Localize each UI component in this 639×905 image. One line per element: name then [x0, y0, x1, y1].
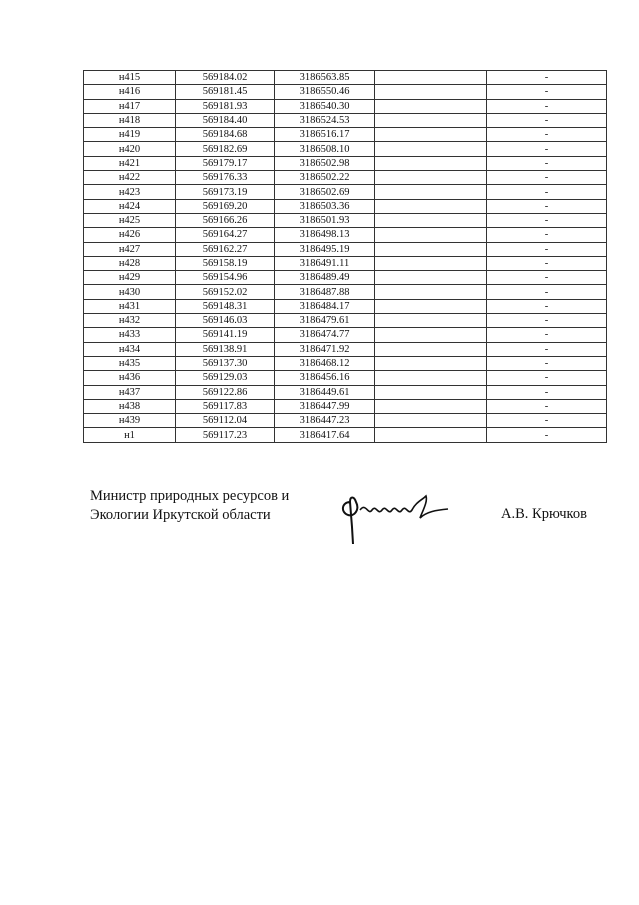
cell-point-number: н416: [84, 85, 176, 99]
cell-y-coordinate: 3186503.36: [275, 199, 375, 213]
cell-point-number: н427: [84, 242, 176, 256]
cell-point-number: н415: [84, 71, 176, 85]
cell-x-coordinate: 569166.26: [176, 213, 275, 227]
cell-empty: [375, 399, 487, 413]
cell-point-number: н420: [84, 142, 176, 156]
cell-empty: [375, 314, 487, 328]
cell-empty: [375, 199, 487, 213]
cell-point-number: н421: [84, 156, 176, 170]
cell-y-coordinate: 3186468.12: [275, 356, 375, 370]
cell-y-coordinate: 3186491.11: [275, 256, 375, 270]
cell-dash: -: [487, 242, 607, 256]
cell-point-number: н434: [84, 342, 176, 356]
cell-dash: -: [487, 113, 607, 127]
table-row: [84, 271, 607, 285]
cell-dash: -: [487, 428, 607, 442]
table-row: [84, 171, 607, 185]
table-row: [84, 128, 607, 142]
cell-dash: -: [487, 156, 607, 170]
cell-empty: [375, 328, 487, 342]
cell-dash: -: [487, 128, 607, 142]
cell-x-coordinate: 569162.27: [176, 242, 275, 256]
cell-x-coordinate: 569173.19: [176, 185, 275, 199]
cell-x-coordinate: 569146.03: [176, 314, 275, 328]
cell-empty: [375, 113, 487, 127]
table-row: [84, 185, 607, 199]
cell-dash: -: [487, 385, 607, 399]
handwritten-signature: [336, 482, 456, 552]
cell-dash: -: [487, 271, 607, 285]
cell-empty: [375, 299, 487, 313]
cell-y-coordinate: 3186501.93: [275, 213, 375, 227]
table-row: [84, 113, 607, 127]
cell-empty: [375, 256, 487, 270]
table-row: [84, 213, 607, 227]
cell-x-coordinate: 569152.02: [176, 285, 275, 299]
cell-y-coordinate: 3186502.98: [275, 156, 375, 170]
cell-x-coordinate: 569179.17: [176, 156, 275, 170]
cell-point-number: н438: [84, 399, 176, 413]
cell-dash: -: [487, 99, 607, 113]
cell-dash: -: [487, 414, 607, 428]
table-row: [84, 414, 607, 428]
table-row: [84, 285, 607, 299]
cell-dash: -: [487, 356, 607, 370]
cell-point-number: н419: [84, 128, 176, 142]
cell-y-coordinate: 3186495.19: [275, 242, 375, 256]
cell-empty: [375, 156, 487, 170]
cell-empty: [375, 342, 487, 356]
cell-empty: [375, 271, 487, 285]
cell-empty: [375, 414, 487, 428]
cell-empty: [375, 385, 487, 399]
cell-x-coordinate: 569154.96: [176, 271, 275, 285]
cell-y-coordinate: 3186502.22: [275, 171, 375, 185]
table-row: [84, 314, 607, 328]
cell-point-number: н431: [84, 299, 176, 313]
cell-y-coordinate: 3186449.61: [275, 385, 375, 399]
cell-x-coordinate: 569138.91: [176, 342, 275, 356]
cell-y-coordinate: 3186540.30: [275, 99, 375, 113]
table-row: [84, 342, 607, 356]
cell-dash: -: [487, 342, 607, 356]
signatory-name: А.В. Крючков: [501, 506, 587, 522]
cell-dash: -: [487, 285, 607, 299]
cell-x-coordinate: 569148.31: [176, 299, 275, 313]
cell-empty: [375, 285, 487, 299]
cell-y-coordinate: 3186524.53: [275, 113, 375, 127]
cell-point-number: н428: [84, 256, 176, 270]
cell-x-coordinate: 569181.45: [176, 85, 275, 99]
table-row: [84, 156, 607, 170]
cell-x-coordinate: 569112.04: [176, 414, 275, 428]
cell-point-number: н423: [84, 185, 176, 199]
cell-empty: [375, 71, 487, 85]
cell-x-coordinate: 569169.20: [176, 199, 275, 213]
cell-point-number: н439: [84, 414, 176, 428]
cell-dash: -: [487, 199, 607, 213]
cell-point-number: н432: [84, 314, 176, 328]
cell-empty: [375, 185, 487, 199]
signatory-title: [90, 487, 289, 525]
table-row: [84, 385, 607, 399]
cell-x-coordinate: 569158.19: [176, 256, 275, 270]
table-row: [84, 71, 607, 85]
cell-empty: [375, 128, 487, 142]
cell-y-coordinate: 3186456.16: [275, 371, 375, 385]
cell-x-coordinate: 569184.40: [176, 113, 275, 127]
table-row: [84, 256, 607, 270]
table-row: [84, 199, 607, 213]
cell-x-coordinate: 569117.83: [176, 399, 275, 413]
table-row: [84, 228, 607, 242]
cell-dash: -: [487, 142, 607, 156]
cell-empty: [375, 428, 487, 442]
cell-y-coordinate: 3186516.17: [275, 128, 375, 142]
cell-empty: [375, 99, 487, 113]
cell-dash: -: [487, 256, 607, 270]
cell-point-number: н430: [84, 285, 176, 299]
cell-y-coordinate: 3186489.49: [275, 271, 375, 285]
cell-x-coordinate: 569184.02: [176, 71, 275, 85]
cell-y-coordinate: 3186474.77: [275, 328, 375, 342]
cell-dash: -: [487, 185, 607, 199]
cell-point-number: н424: [84, 199, 176, 213]
table-row: [84, 142, 607, 156]
cell-y-coordinate: 3186550.46: [275, 85, 375, 99]
cell-point-number: н436: [84, 371, 176, 385]
cell-y-coordinate: 3186502.69: [275, 185, 375, 199]
cell-y-coordinate: 3186484.17: [275, 299, 375, 313]
cell-point-number: н437: [84, 385, 176, 399]
table-row: [84, 242, 607, 256]
cell-y-coordinate: 3186563.85: [275, 71, 375, 85]
cell-y-coordinate: 3186479.61: [275, 314, 375, 328]
cell-empty: [375, 171, 487, 185]
cell-point-number: н426: [84, 228, 176, 242]
cell-point-number: н418: [84, 113, 176, 127]
cell-y-coordinate: 3186487.88: [275, 285, 375, 299]
cell-dash: -: [487, 399, 607, 413]
cell-dash: -: [487, 85, 607, 99]
signatory-title-line2: Экологии Иркутской области: [90, 507, 271, 523]
cell-point-number: н425: [84, 213, 176, 227]
table-row: [84, 428, 607, 442]
cell-x-coordinate: 569137.30: [176, 356, 275, 370]
cell-point-number: н433: [84, 328, 176, 342]
cell-empty: [375, 228, 487, 242]
cell-x-coordinate: 569122.86: [176, 385, 275, 399]
cell-empty: [375, 85, 487, 99]
cell-dash: -: [487, 228, 607, 242]
cell-y-coordinate: 3186447.23: [275, 414, 375, 428]
cell-y-coordinate: 3186508.10: [275, 142, 375, 156]
cell-y-coordinate: 3186498.13: [275, 228, 375, 242]
cell-x-coordinate: 569164.27: [176, 228, 275, 242]
cell-dash: -: [487, 299, 607, 313]
cell-x-coordinate: 569176.33: [176, 171, 275, 185]
cell-empty: [375, 213, 487, 227]
table-row: [84, 99, 607, 113]
cell-empty: [375, 371, 487, 385]
signatory-title-line1: Министр природных ресурсов и: [90, 488, 290, 504]
cell-point-number: н1: [84, 428, 176, 442]
cell-x-coordinate: 569117.23: [176, 428, 275, 442]
cell-dash: -: [487, 371, 607, 385]
cell-point-number: н429: [84, 271, 176, 285]
cell-empty: [375, 142, 487, 156]
table-row: [84, 299, 607, 313]
coordinates-table: [83, 70, 607, 443]
cell-x-coordinate: 569141.19: [176, 328, 275, 342]
cell-empty: [375, 356, 487, 370]
cell-x-coordinate: 569184.68: [176, 128, 275, 142]
cell-dash: -: [487, 314, 607, 328]
cell-dash: -: [487, 328, 607, 342]
cell-dash: -: [487, 171, 607, 185]
cell-empty: [375, 242, 487, 256]
cell-point-number: н435: [84, 356, 176, 370]
cell-y-coordinate: 3186417.64: [275, 428, 375, 442]
table-row: [84, 371, 607, 385]
cell-dash: -: [487, 71, 607, 85]
table-row: [84, 356, 607, 370]
cell-x-coordinate: 569129.03: [176, 371, 275, 385]
cell-y-coordinate: 3186471.92: [275, 342, 375, 356]
table-row: [84, 399, 607, 413]
cell-dash: -: [487, 213, 607, 227]
table-row: [84, 328, 607, 342]
cell-point-number: н417: [84, 99, 176, 113]
cell-x-coordinate: 569181.93: [176, 99, 275, 113]
table-row: [84, 85, 607, 99]
cell-point-number: н422: [84, 171, 176, 185]
cell-y-coordinate: 3186447.99: [275, 399, 375, 413]
cell-x-coordinate: 569182.69: [176, 142, 275, 156]
